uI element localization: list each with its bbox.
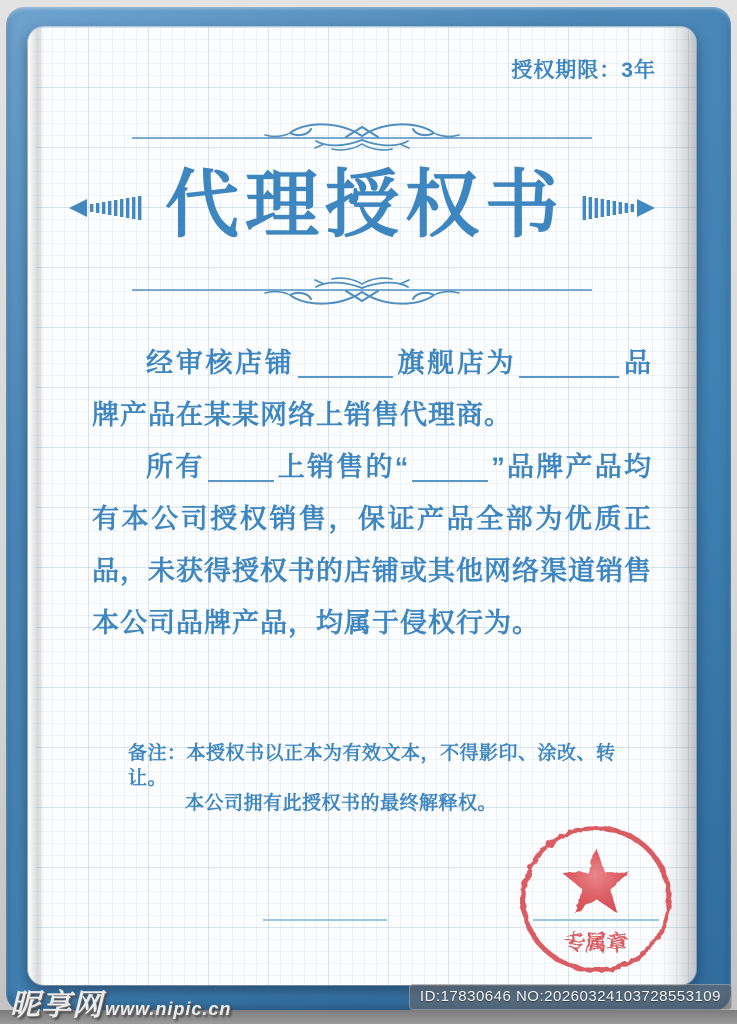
note-line-1 bbox=[128, 741, 648, 791]
site-name: 昵享网 bbox=[10, 989, 103, 1022]
fill-in-blank bbox=[298, 350, 393, 378]
body-paragraph bbox=[92, 441, 652, 649]
body-text-segment: 经审核店铺 bbox=[146, 348, 295, 378]
page-title: 代理授权书 bbox=[165, 163, 565, 246]
star-icon bbox=[562, 848, 630, 913]
company-stamp bbox=[517, 822, 675, 978]
authorization-period-label: 授权期限：3年 bbox=[511, 59, 656, 82]
fill-in-blank bbox=[412, 454, 488, 482]
body-text-segment: 所有 bbox=[146, 452, 205, 482]
note-text-1: 本授权书以正本为有效文本，不得影印、涂改、转让。 bbox=[128, 743, 616, 789]
stamp-underline bbox=[533, 919, 659, 921]
image-id-badge: ID:17830646 NO:20260324103728553109 bbox=[409, 984, 732, 1010]
body-text-segment: 旗舰店为 bbox=[395, 348, 517, 378]
site-url: www.nipic.cn bbox=[105, 999, 232, 1019]
flourish-divider-top bbox=[132, 121, 592, 155]
stamp-label: 专属章 bbox=[564, 932, 628, 955]
remark-note bbox=[128, 741, 648, 816]
certificate-body bbox=[92, 337, 652, 649]
title-row bbox=[28, 155, 696, 255]
right-arrow-icon bbox=[577, 195, 655, 221]
body-text-segment: ”品牌产品均有本公司授权销售，保证产品全部为优质正品，未获得授权书的店铺或其他网络渠道销售本公司品牌产品，均属于侵权行为。 bbox=[92, 452, 652, 638]
signature-line bbox=[263, 919, 387, 921]
body-text-segment: 上销售的“ bbox=[276, 452, 410, 482]
note-label: 备注： bbox=[128, 743, 187, 764]
fill-in-blank bbox=[208, 454, 274, 482]
flourish-divider-bottom bbox=[132, 273, 592, 307]
flourish-icon bbox=[132, 121, 592, 155]
body-text-segment: 品牌产品在某某网络上销售代理商。 bbox=[92, 348, 653, 430]
site-watermark bbox=[10, 980, 231, 1024]
certificate-paper bbox=[28, 27, 696, 985]
body-paragraph bbox=[92, 337, 652, 441]
fill-in-blank bbox=[519, 350, 619, 378]
flourish-icon bbox=[132, 273, 592, 307]
left-arrow-icon bbox=[69, 195, 147, 221]
note-text-2: 本公司拥有此授权书的最终解释权。 bbox=[185, 793, 498, 814]
stamp-seal-icon bbox=[517, 822, 675, 978]
